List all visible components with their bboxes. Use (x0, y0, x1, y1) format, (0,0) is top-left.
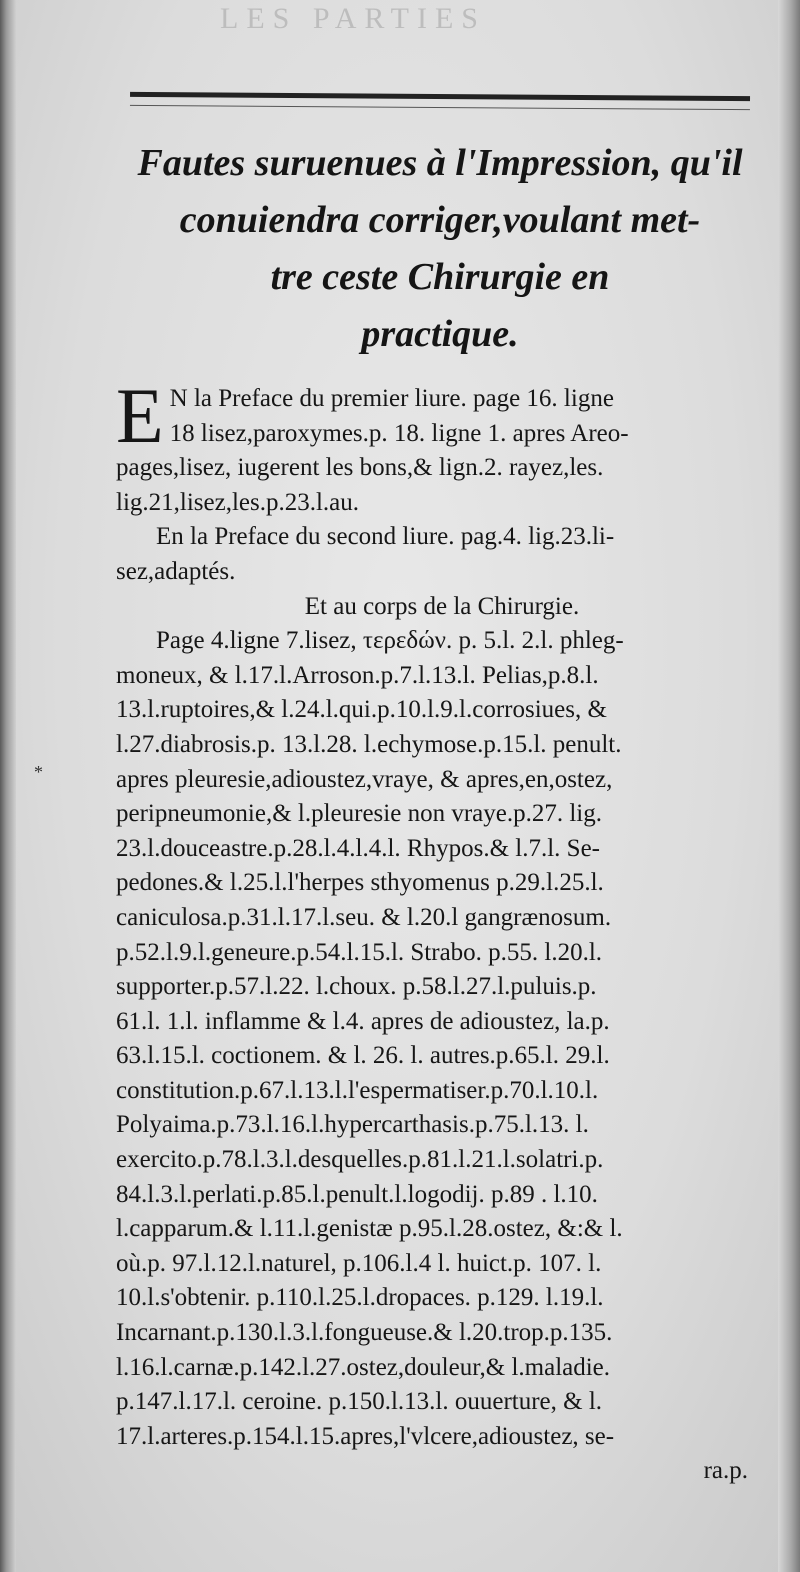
text-line: où.p. 97.l.12.l.naturel, p.106.l.4 l. huict.p. 107. l. (116, 1249, 602, 1277)
title-line: practique. (361, 313, 519, 355)
text-line: pedones.& l.25.l.l'herpes sthyomenus p.29.l.25.l. (116, 869, 604, 897)
text-line: peripneumonie,& l.pleuresie non vraye.p.27. lig. (116, 800, 602, 828)
text-line: exercito.p.78.l.3.l.desquelles.p.81.l.21.l.solatri.p. (116, 1146, 604, 1174)
text-line: l.capparum.& l.11.l.genistæ p.95.l.28.ostez, &:& l. (116, 1215, 623, 1243)
text-line: N la Preface du premier liure. page 16. ligne (169, 385, 614, 412)
text-line: apres pleuresie,adioustez,vraye, & apres,en,ostez, (116, 765, 613, 793)
text-line: p.147.l.17.l. ceroine. p.150.l.13.l. ouuerture, & l. (116, 1388, 603, 1416)
text-line: l.16.l.carnæ.p.142.l.27.ostez,douleur,& l.maladie. (116, 1353, 611, 1381)
show-through-text: LES PARTIES (220, 2, 486, 35)
text-line: caniculosa.p.31.l.17.l.seu. & l.20.l gangrænosum. (116, 903, 612, 931)
text-line: 63.l.15.l. coctionem. & l. 26. l. autres.p.65.l. 29.l. (116, 1042, 610, 1070)
title-line: tre ceste Chirurgie en (270, 256, 610, 298)
errata-body (116, 372, 768, 1489)
text-line: sez,adaptés. (116, 557, 236, 585)
text-line: p.52.l.9.l.geneure.p.54.l.15.l. Strabo. p.55. l.20.l. (116, 938, 603, 966)
header-rule (130, 92, 750, 110)
drop-cap: E (116, 372, 164, 459)
text-line: Page 4.ligne 7.lisez, τερεδών. p. 5.l. 2.l. phleg- (156, 627, 624, 655)
text-line: 84.l.3.l.perlati.p.85.l.penult.l.logodij. p.89 . l.10. (116, 1180, 598, 1208)
text-line: pages,lisez, iugerent les bons,& lign.2. rayez,les. (116, 454, 604, 482)
page-edge-shadow (778, 0, 800, 1572)
title-line: conuiendra corriger,voulant met- (179, 199, 701, 241)
text-line: l.27.diabrosis.p. 13.l.28. l.echymose.p.15.l. penult. (116, 730, 622, 758)
text-line: constitution.p.67.l.13.l.l'espermatiser.p.70.l.10.l. (116, 1076, 599, 1104)
text-line: 23.l.douceastre.p.28.l.4.l.4.l. Rhypos.& l.7.l. Se- (116, 834, 600, 862)
text-line: Polyaima.p.73.l.16.l.hypercarthasis.p.75.l.13. l. (116, 1111, 589, 1139)
text-line: moneux, & l.17.l.Arroson.p.7.l.13.l. Pelias,p.8.l. (116, 661, 599, 689)
section-heading: Et au corps de la Chirurgie. (304, 592, 580, 620)
text-line: Incarnant.p.130.l.3.l.fongueuse.& l.20.trop.p.135. (116, 1319, 613, 1347)
text-line: 13.l.ruptoires,& l.24.l.qui.p.10.l.9.l.corrosiues, & (116, 696, 607, 724)
text-line: En la Preface du second liure. pag.4. lig.23.li- (156, 523, 615, 551)
errata-title (100, 135, 780, 363)
text-line: supporter.p.57.l.22. l.choux. p.58.l.27.l.puluis.p. (116, 973, 597, 1001)
catchword: ra.p. (703, 1457, 748, 1485)
text-line: 61.l. 1.l. inflamme & l.4. apres de adioustez, la.p. (116, 1007, 610, 1035)
text-line: 10.l.s'obtenir. p.110.l.25.l.dropaces. p.129. l.19.l. (116, 1284, 604, 1312)
margin-mark: * (34, 762, 43, 782)
text-line: 18 lisez,paroxymes.p. 18. ligne 1. apres Areo- (169, 419, 629, 447)
page-gutter-shadow (0, 0, 16, 1572)
title-line: Fautes suruenues à l'Impression, qu'il (137, 142, 743, 184)
text-line: 17.l.arteres.p.154.l.15.apres,l'vlcere,adioustez, se- (116, 1422, 615, 1450)
text-line: lig.21,lisez,les.p.23.l.au. (116, 488, 360, 516)
